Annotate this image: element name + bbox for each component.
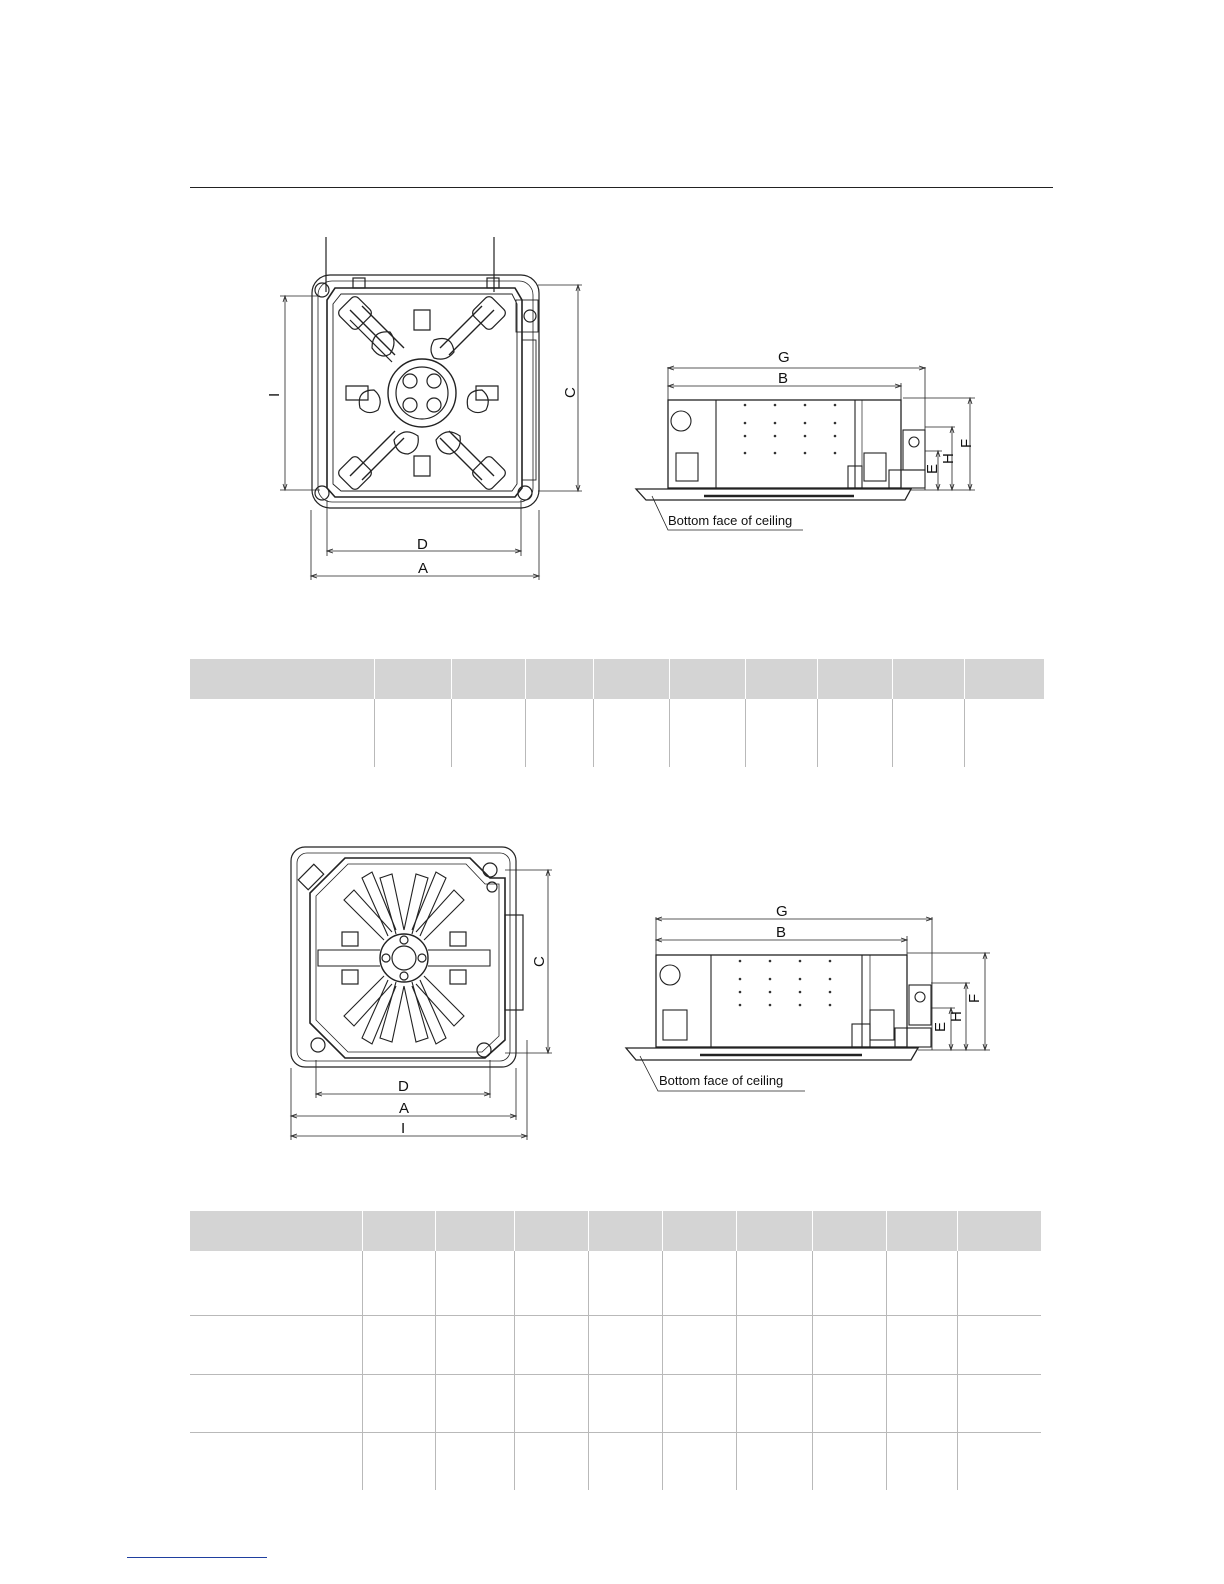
dim-label-E: E <box>932 1021 949 1032</box>
table-cell <box>362 1432 435 1490</box>
table-cell <box>514 1315 588 1374</box>
figure2-top-view <box>280 840 560 1140</box>
dim-label-C: C <box>531 956 548 967</box>
table1-header-cell <box>965 659 1044 699</box>
table1-header-cell <box>818 659 893 699</box>
dim-label-H: H <box>948 1011 965 1022</box>
table-cell <box>190 1315 362 1374</box>
table1-header-cell <box>745 659 817 699</box>
table-cell <box>745 699 817 767</box>
table-cell <box>435 1251 514 1315</box>
dim-label-I: I <box>401 1120 406 1137</box>
table-cell <box>886 1432 957 1490</box>
table-row <box>190 1251 1041 1315</box>
table-cell <box>812 1251 886 1315</box>
dimension-table-1 <box>190 659 1044 767</box>
table-cell <box>514 1432 588 1490</box>
table-cell <box>190 1432 362 1490</box>
table2-header-cell <box>362 1211 435 1251</box>
dim-label-H: H <box>940 453 957 464</box>
table-cell <box>818 699 893 767</box>
table-cell <box>435 1432 514 1490</box>
header-rule <box>190 187 1053 188</box>
table2-header-cell <box>514 1211 588 1251</box>
table-cell <box>526 699 594 767</box>
dim-label-F: F <box>966 993 983 1003</box>
table1-header-cell <box>374 659 451 699</box>
table-row <box>190 699 1044 767</box>
table-cell <box>886 1251 957 1315</box>
table1-header-cell <box>190 659 374 699</box>
table2-header-cell <box>886 1211 957 1251</box>
table2-header-cell <box>588 1211 662 1251</box>
figure2-caption: Bottom face of ceiling <box>659 1073 784 1088</box>
table-cell <box>362 1374 435 1432</box>
footer-link-underline <box>127 1557 267 1558</box>
figure1-top-view <box>265 232 605 582</box>
table-cell <box>670 699 746 767</box>
figure1-caption: Bottom face of ceiling <box>668 513 793 528</box>
dim-label-D: D <box>398 1078 409 1095</box>
dim-label-B: B <box>778 370 789 387</box>
table-cell <box>965 699 1044 767</box>
table1-header-cell <box>670 659 746 699</box>
table-row <box>190 1374 1041 1432</box>
table1-header-cell <box>594 659 670 699</box>
table1-header-cell <box>526 659 594 699</box>
table-cell <box>588 1315 662 1374</box>
table-cell <box>812 1432 886 1490</box>
table-cell <box>957 1432 1041 1490</box>
table-cell <box>588 1251 662 1315</box>
table-row <box>190 1315 1041 1374</box>
table-cell <box>514 1374 588 1432</box>
table-cell <box>662 1432 736 1490</box>
table1-header-cell <box>451 659 526 699</box>
table-cell <box>588 1432 662 1490</box>
table-row <box>190 1432 1041 1490</box>
table-cell <box>812 1374 886 1432</box>
table-cell <box>886 1374 957 1432</box>
table2-header-cell <box>190 1211 362 1251</box>
table-cell <box>435 1374 514 1432</box>
dim-label-A: A <box>418 560 429 577</box>
table-cell <box>886 1315 957 1374</box>
table-cell <box>736 1315 812 1374</box>
table-cell <box>190 1374 362 1432</box>
figure2-side-view <box>620 900 1000 1100</box>
table2-header-cell <box>957 1211 1041 1251</box>
table-cell <box>594 699 670 767</box>
dim-label-G: G <box>776 903 788 920</box>
table-cell <box>374 699 451 767</box>
table-cell <box>736 1432 812 1490</box>
dim-label-G: G <box>778 349 790 366</box>
table-cell <box>451 699 526 767</box>
table-cell <box>957 1374 1041 1432</box>
table2-header-cell <box>812 1211 886 1251</box>
dim-label-E: E <box>924 463 941 474</box>
dim-label-I: I <box>266 392 283 397</box>
dimension-table-2 <box>190 1211 1041 1490</box>
dim-label-F: F <box>958 438 975 448</box>
table-cell <box>190 699 374 767</box>
table-cell <box>957 1251 1041 1315</box>
table-cell <box>588 1374 662 1432</box>
table-cell <box>957 1315 1041 1374</box>
table-cell <box>892 699 964 767</box>
table-cell <box>662 1374 736 1432</box>
table2-header-cell <box>435 1211 514 1251</box>
table-cell <box>435 1315 514 1374</box>
figure1-side-view <box>630 345 980 535</box>
table-cell <box>662 1315 736 1374</box>
table-cell <box>736 1374 812 1432</box>
table1-header-cell <box>892 659 964 699</box>
dim-label-D: D <box>417 536 428 553</box>
dim-label-B: B <box>776 924 787 941</box>
table-cell <box>514 1251 588 1315</box>
table2-header-row <box>190 1211 1041 1251</box>
table2-header-cell <box>662 1211 736 1251</box>
table2-header-cell <box>736 1211 812 1251</box>
table-cell <box>812 1315 886 1374</box>
dim-label-A: A <box>399 1100 410 1117</box>
table-cell <box>662 1251 736 1315</box>
dim-label-C: C <box>562 387 579 398</box>
table-cell <box>190 1251 362 1315</box>
table-cell <box>362 1251 435 1315</box>
table1-header-row <box>190 659 1044 699</box>
table-cell <box>362 1315 435 1374</box>
table-cell <box>736 1251 812 1315</box>
